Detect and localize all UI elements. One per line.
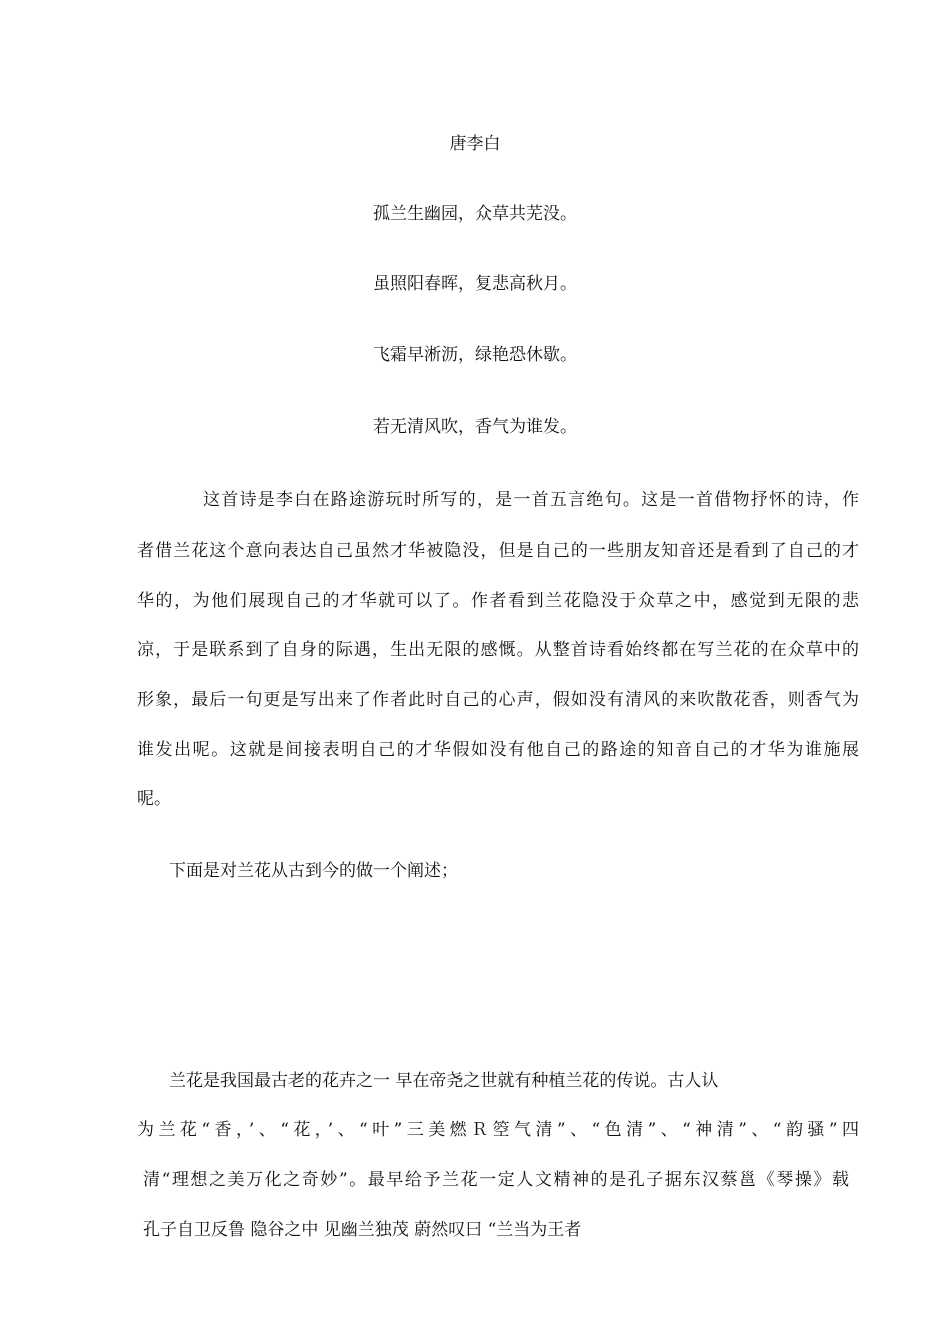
analysis-line-7: 呢。: [137, 789, 171, 809]
analysis-line-4: 凉，于是联系到了自身的际遇，生出无限的感慨。从整首诗看始终都在写兰花的在众草中的: [137, 640, 859, 660]
history-line-2: 为兰花“香，’、“花，’、“叶”三美燃Ｒ箜气清”、“色清”、“神清”、“韵骚”四: [137, 1120, 859, 1140]
analysis-line-6: 谁发出呢。这就是间接表明自己的才华假如没有他自己的路途的知音自己的才华为谁施展: [137, 740, 859, 760]
poem-line-1: 孤兰生幽园，众草共芜没。: [373, 204, 577, 224]
analysis-line-1: 这首诗是李白在路途游玩时所写的，是一首五言绝句。这是一首借物抒怀的诗，作: [203, 490, 859, 510]
poem-line-4: 若无清风吹，香气为谁发。: [373, 417, 577, 437]
poem-line-2: 虽照阳春晖，复悲高秋月。: [373, 274, 577, 294]
intro-line: 下面是对兰花从古到今的做一个阐述；: [169, 861, 458, 881]
analysis-line-3: 华的，为他们展现自己的才华就可以了。作者看到兰花隐没于众草之中，感觉到无限的悲: [137, 591, 859, 611]
history-line-3: 清“理想之美万化之奇妙”。最早给予兰花一定人文精神的是孔子据东汉蔡邕《琴操》载: [143, 1170, 849, 1190]
poem-author: 唐李白: [449, 134, 501, 154]
history-line-1: 兰花是我国最古老的花卉之一 早在帝尧之世就有种植兰花的传说。古人认: [169, 1071, 719, 1091]
analysis-line-5: 形象，最后一句更是写出来了作者此时自己的心声，假如没有清风的来吹散花香，则香气为: [137, 690, 859, 710]
analysis-line-2: 者借兰花这个意向表达自己虽然才华被隐没，但是自己的一些朋友知音还是看到了自己的才: [137, 541, 859, 561]
poem-line-3: 飞霜早淅沥，绿艳恐休歇。: [373, 345, 577, 365]
history-line-4: 孔子自卫反鲁 隐谷之中 见幽兰独茂 蔚然叹曰 “兰当为王者: [143, 1220, 582, 1240]
